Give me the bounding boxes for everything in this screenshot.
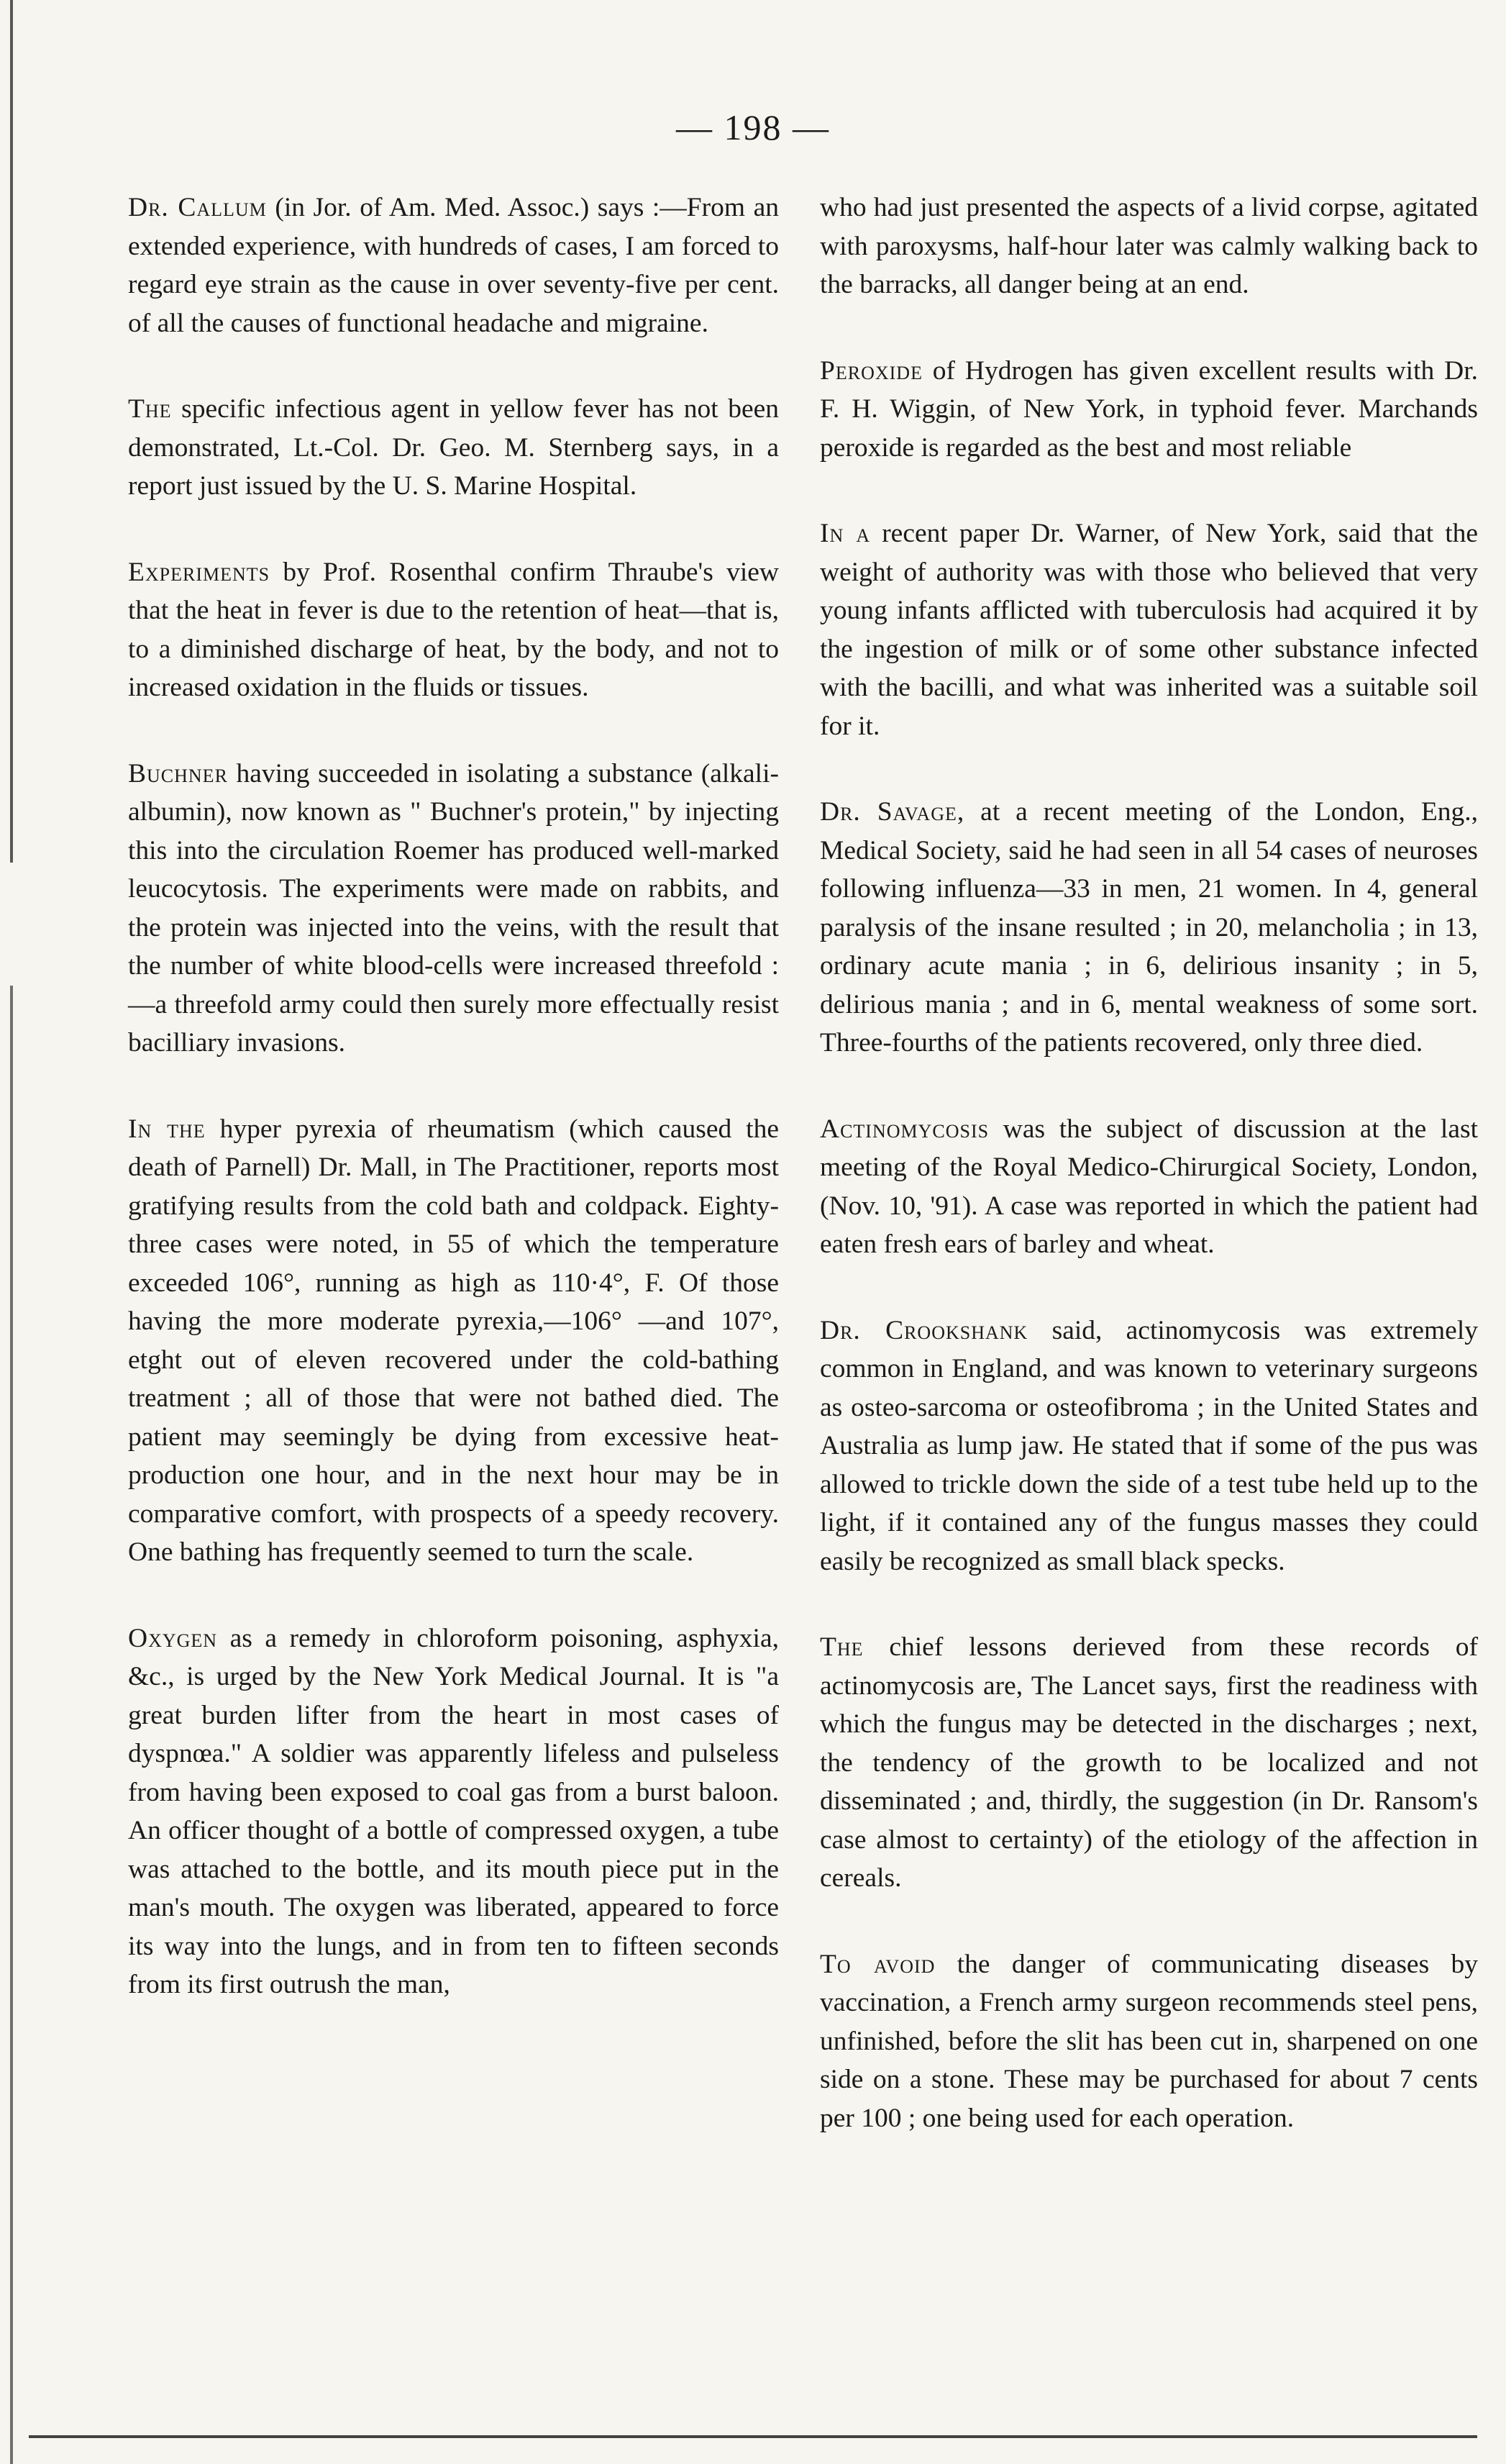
paragraph-text: having succeeded in isolating a substance (alkali-albumin), now known as " Buchner's protein," by injecting this into the circulation Roemer has produced well-marked leucocytosis. The experiments were made on rabbits, and the protein was injected into the veins, with the result that the number of white blood-cells were increased threefold :—a threefold army could then surely more effectually resist bacilliary invasions. — [128, 758, 779, 1058]
paragraph-text: at a recent meeting of the London, Eng., Medical Society, said he had seen in all 54 cases of neuroses following influenza—33 in men, 21 women. In 4, general paralysis of the insane resulted ; in 20, melancholia ; in 13, ordinary acute mania ; in 6, delirious insanity ; in 5, delirious mania ; and in 6, mental weakness of some sort. Three-fourths of the patients recovered, only three died. — [820, 797, 1478, 1058]
paragraph-text: the danger of communicating diseases by vaccination, a French army surgeon recommends steel pens, unfinished, before the slit has been cut in, sharpened on one side on a stone. These may be purchased for about 7 cents per 100 ; one being used for each operation. — [820, 1949, 1478, 2133]
paragraph-text: (in Jor. of Am. Med. Assoc.) says :—From an extended experience, with hundreds of cases, I am forced to regard eye strain as the cause in over seventy-five per cent. of all the causes of functional headache and migraine. — [128, 193, 779, 338]
paragraph-lead: The — [128, 394, 172, 424]
page-number: — 198 — — [676, 107, 830, 147]
paragraph-crookshank — [820, 1311, 1478, 1581]
right-column — [820, 188, 1478, 2185]
paragraph-experiments — [128, 553, 779, 707]
paragraph-text: was the subject of discussion at the last meeting of the Royal Medico-Chirurgical Society, London, (Nov. 10, '91). A case was reported in which the patient had eaten fresh ears of barley and wheat. — [820, 1114, 1478, 1259]
paragraph-lead: To avoid — [820, 1949, 936, 1979]
paragraph-lead: In the — [128, 1114, 206, 1144]
paragraph-text: specific infectious agent in yellow fever has not been demonstrated, Lt.-Col. Dr. Geo. M. Sternberg says, in a report just issued by the U. S. Marine Hospital. — [128, 394, 779, 501]
paragraph-text: hyper pyrexia of rheumatism (which caused the death of Parnell) Dr. Mall, in The Practitioner, reports most gratifying results from the cold bath and coldpack. Eighty-three cases were noted, in 55 of which the temperature exceeded 106°, running as high as 110·4°, F. Of those having the more moderate pyrexia,—106° —and 107°, etght out of eleven recovered under the cold-bathing treatment ; all of those that were not bathed died. The patient may seemingly be dying from excessive heat-production one hour, and in the next hour may be in comparative comfort, with prospects of a speedy recovery. One bathing has frequently seemed to turn the scale. — [128, 1114, 779, 1567]
paragraph-actinomycosis — [820, 1110, 1478, 1264]
left-column — [128, 188, 779, 2052]
paragraph-lessons — [820, 1628, 1478, 1898]
paragraph-vaccination — [820, 1945, 1478, 2138]
paragraph-continuation — [820, 188, 1478, 304]
paragraph-lead: In a — [820, 519, 871, 548]
paragraph-oxygen — [128, 1619, 779, 2004]
paragraph-lead: Actinomycosis — [820, 1114, 990, 1144]
paragraph-text: who had just presented the aspects of a livid corpse, agitated with paroxysms, half-hour later was calmly walking back to the barracks, all danger being at an end. — [820, 193, 1478, 299]
paragraph-lead: Dr. Savage, — [820, 797, 965, 827]
paragraph-buchner — [128, 755, 779, 1063]
paragraph-lead: Experiments — [128, 557, 270, 587]
paragraph-text: recent paper Dr. Warner, of New York, said that the weight of authority was with those who believed that very young infants afflicted with tuberculosis had acquired it by the ingestion of milk or of some other substance infected with the bacilli, and what was inherited was a suitable soil for it. — [820, 519, 1479, 741]
bottom-rule — [29, 2435, 1477, 2438]
paragraph-lead: Dr. Crookshank — [820, 1315, 1028, 1345]
paragraph-lead: Dr. Callum — [128, 193, 267, 222]
paragraph-lead: Oxygen — [128, 1623, 218, 1653]
paragraph-pyrexia — [128, 1110, 779, 1572]
paragraph-text: by Prof. Rosenthal confirm Thraube's view that the heat in fever is due to the retention of heat—that is, to a diminished discharge of heat, by the body, and not to increased oxidation in the fluids or tissues. — [128, 557, 779, 702]
paragraph-text: as a remedy in chloroform poisoning, asphyxia, &c., is urged by the New York Medical Journal. It is "a great burden lifter from the heart in most cases of dyspnœa." A soldier was apparently lifeless and pulseless from having been exposed to coal gas from a burst baloon. An officer thought of a bottle of compressed oxygen, a tube was attached to the bottle, and its mouth piece put in the man's mouth. The oxygen was liberated, appeared to force its way into the lungs, and in from ten to fifteen seconds from its first outrush the man, — [128, 1623, 779, 1999]
paragraph-text: of Hydrogen has given excellent results with Dr. F. H. Wiggin, of New York, in typhoid fever. Marchands peroxide is regarded as the best and most reliable — [820, 355, 1478, 463]
paragraph-lead: Buchner — [128, 758, 228, 788]
paragraph-warner — [820, 514, 1478, 745]
paragraph-callum — [128, 188, 779, 342]
paragraph-text: chief lessons derieved from these records of actinomycosis are, The Lancet says, first the readiness with which the fungus may be detected in the discharges ; next, the tendency of the growth to be localized and not disseminated ; and, thirdly, the suggestion (in Dr. Ransom's case almost to certainty) of the etiology of the affection in cereals. — [820, 1632, 1478, 1893]
paragraph-yellow-fever — [128, 390, 779, 506]
paragraph-peroxide — [820, 352, 1478, 468]
paragraph-text: said, actinomycosis was extremely common in England, and was known to veterinary surgeons as osteo-sarcoma or osteofibroma ; in the United States and Australia as lump jaw. He stated that if some of the pus was allowed to trickle down the side of a test tube held up to the light, if it contained any of the fungus masses they could easily be recognized as small black specks. — [820, 1315, 1479, 1576]
scan-edge-left — [10, 0, 13, 2464]
paragraph-lead: The — [820, 1632, 864, 1662]
paragraph-lead: Peroxide — [820, 355, 923, 386]
paragraph-savage — [820, 793, 1478, 1063]
